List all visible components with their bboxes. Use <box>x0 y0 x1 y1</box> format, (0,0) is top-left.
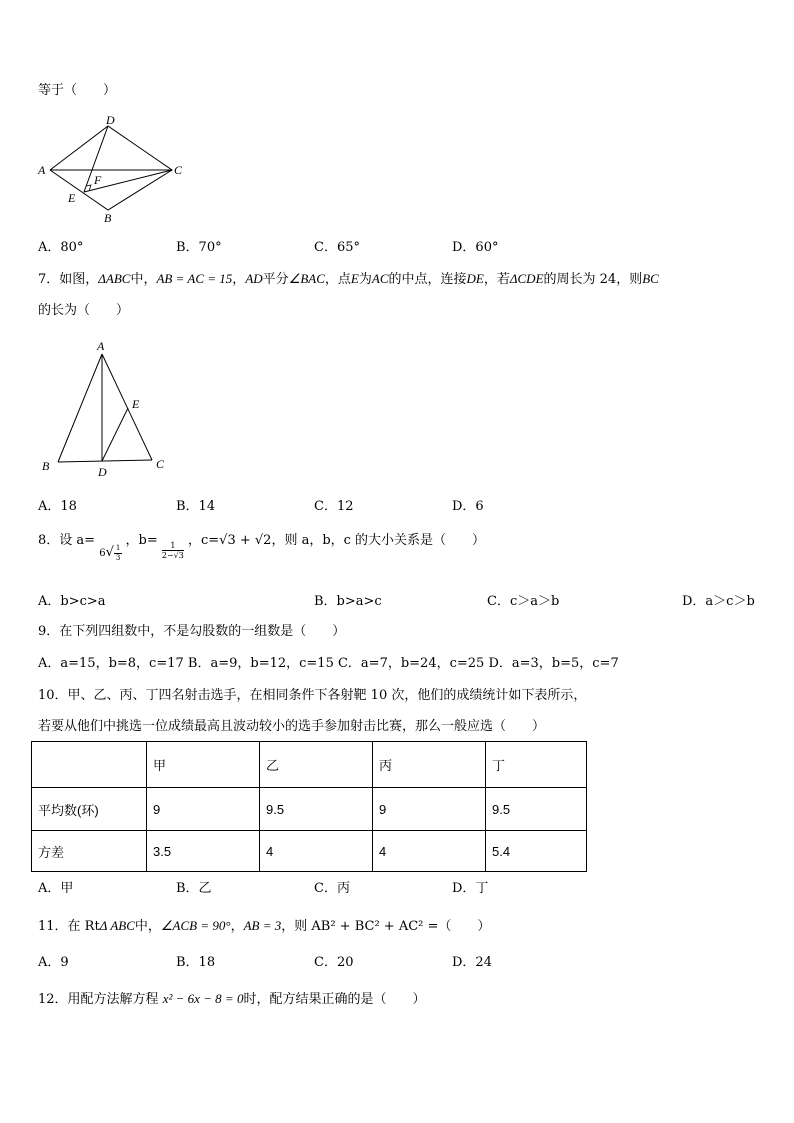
q6-stem-tail: 等于（ ） <box>38 83 117 98</box>
table-cell: 4 <box>373 831 486 872</box>
q7-option-b: B．14 <box>176 499 216 514</box>
table-cell: 9.5 <box>486 788 587 831</box>
q7-triangle-figure <box>36 336 176 476</box>
q11-option-d: D．24 <box>452 955 492 970</box>
q11-option-b: B．18 <box>176 955 216 970</box>
label-B: B <box>42 459 50 473</box>
label-F: F <box>94 173 102 187</box>
q10-option-c: C．丙 <box>314 881 350 896</box>
table-row <box>32 742 587 788</box>
table-cell: 9 <box>147 788 260 831</box>
q11-stem: 11．在 RtΔ ABC中，∠ACB = 90°，AB = 3，则 AB² + BC² + AC² =（ ） <box>38 918 491 934</box>
q10-option-a: A．甲 <box>38 881 74 896</box>
q10-option-d: D．丁 <box>452 881 489 896</box>
q6-rhombus-figure <box>36 112 186 227</box>
q8-stem: 8．设 a= $_{6√ \frac{1}{3}}$ ，b= $\frac{1}{2-√3}$ ，c=√3 + √2，则 a，b，c 的大小关系是（ ） <box>38 533 486 562</box>
q8-b-fraction: $\frac{1}{2-√3}$ <box>161 541 184 560</box>
q8-option-d: D．a＞c＞b <box>682 594 755 609</box>
label-E: E <box>68 191 76 205</box>
q8-option-a: A．b>c>a <box>38 594 106 609</box>
q7-stem-line1: 7．如图，ΔABC中，AB = AC = 15，AD平分∠BAC，点E为AC的中点，连接DE，若ΔCDE的周长为 24，则BC <box>38 271 659 287</box>
q8-option-c: C．c＞a＞b <box>487 594 560 609</box>
q7-option-d: D．6 <box>452 499 484 514</box>
table-cell: 5.4 <box>486 831 587 872</box>
table-cell <box>32 742 147 788</box>
table-row <box>32 788 587 831</box>
table-cell: 丁 <box>486 742 587 788</box>
table-cell: 乙 <box>260 742 373 788</box>
q7-stem-line2: 的长为（ ） <box>38 303 130 318</box>
q10-stem-line2: 若要从他们中挑选一位成绩最高且波动较小的选手参加射击比赛，那么一般应选（ ） <box>38 719 546 734</box>
q7-option-c: C．12 <box>314 499 354 514</box>
label-E: E <box>132 397 140 411</box>
table-cell: 4 <box>260 831 373 872</box>
q6-option-a: A．80° <box>38 240 84 255</box>
q11-option-a: A．9 <box>38 955 69 970</box>
q9-stem: 9．在下列四组数中，不是勾股数的一组数是（ ） <box>38 624 346 639</box>
q9-options: A．a=15，b=8，c=17 B．a=9，b=12，c=15 C．a=7，b=24，c=25 D．a=3，b=5，c=7 <box>38 656 619 671</box>
q10-option-b: B．乙 <box>176 881 212 896</box>
q8-option-b: B．b>a>c <box>314 594 382 609</box>
table-cell: 方差 <box>32 831 147 872</box>
label-C: C <box>174 163 183 177</box>
q10-stem-line1: 10．甲、乙、丙、丁四名射击选手，在相同条件下各射靶 10 次，他们的成绩统计如下表所示， <box>38 688 587 703</box>
table-cell: 9 <box>373 788 486 831</box>
q6-option-d: D．60° <box>452 240 499 255</box>
label-C: C <box>156 457 165 471</box>
q6-option-b: B．70° <box>176 240 222 255</box>
label-A: A <box>97 339 105 353</box>
table-cell: 平均数(环) <box>32 788 147 831</box>
table-row <box>32 831 587 872</box>
q8-a-expression: 6√ 1 3 <box>99 544 121 562</box>
q11-option-c: C．20 <box>314 955 354 970</box>
q12-stem: 12．用配方法解方程 x² − 6x − 8 = 0时，配方结果正确的是（ ） <box>38 991 426 1007</box>
table-cell: 9.5 <box>260 788 373 831</box>
label-D: D <box>98 465 107 476</box>
q7-option-a: A．18 <box>38 499 77 514</box>
table-cell: 3.5 <box>147 831 260 872</box>
label-A: A <box>38 163 46 177</box>
label-D: D <box>106 113 115 127</box>
table-cell: 甲 <box>147 742 260 788</box>
table-cell: 丙 <box>373 742 486 788</box>
q6-option-c: C．65° <box>314 240 360 255</box>
label-B: B <box>104 211 112 225</box>
q10-score-table <box>31 741 587 872</box>
